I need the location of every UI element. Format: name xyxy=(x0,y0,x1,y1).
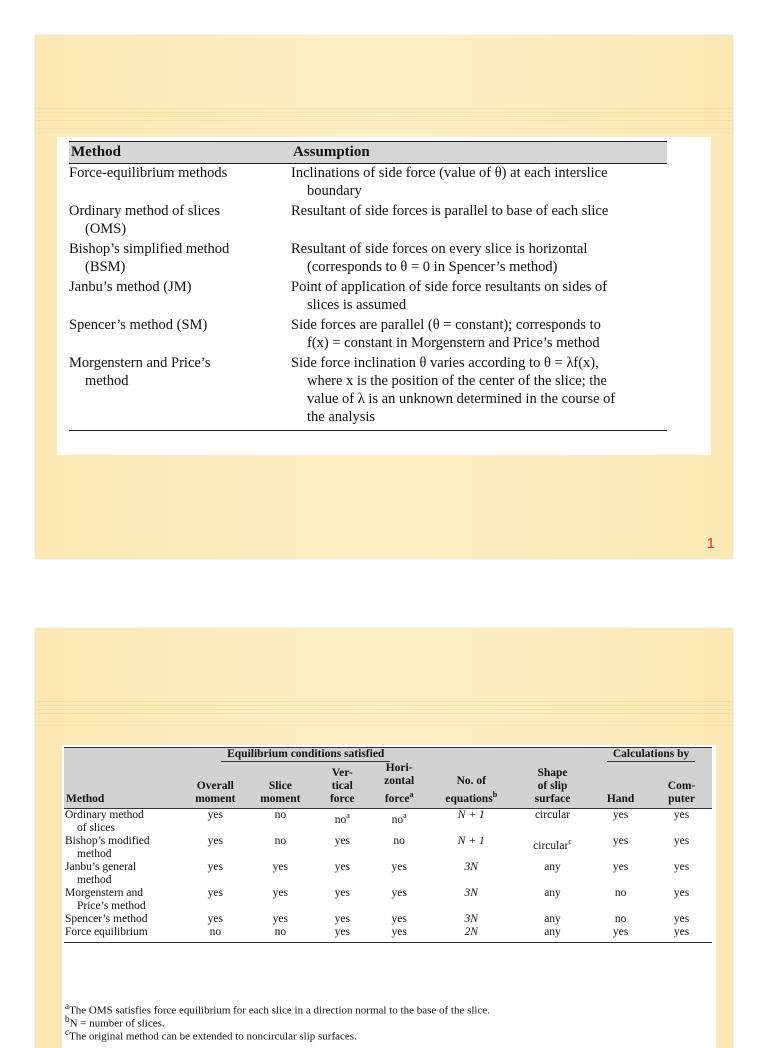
computer-cell xyxy=(651,926,712,943)
assumption-text-cont: where x is the position of the center of the slice; the xyxy=(307,373,607,389)
column-header-computer: Com- puter xyxy=(651,762,712,808)
equations-cell-value: 3N xyxy=(464,912,478,925)
slide-decoration xyxy=(35,718,733,726)
overall-moment-cell xyxy=(184,808,247,835)
table-row xyxy=(64,887,712,913)
method-name: Bishop’s modified xyxy=(65,834,150,847)
assumption-text-cont: slices is assumed xyxy=(307,297,407,313)
table-row xyxy=(69,354,667,431)
column-header-overall-moment: Overall moment xyxy=(184,762,247,808)
slice-moment-cell xyxy=(247,926,314,943)
comparison-table-panel xyxy=(62,745,716,1048)
assumption-text-cont: the analysis xyxy=(307,409,376,425)
footnote-mark: a xyxy=(65,1001,70,1011)
vertical-force-cell-value: no xyxy=(334,813,347,826)
method-cell xyxy=(64,835,184,861)
computer-cell xyxy=(651,808,712,835)
hand-cell-value: yes xyxy=(612,925,629,938)
computer-cell xyxy=(651,887,712,913)
computer-cell-value: yes xyxy=(673,808,690,821)
method-cell xyxy=(69,202,291,240)
slice-moment-cell-value: yes xyxy=(272,912,288,925)
overall-moment-cell-value: yes xyxy=(207,834,223,847)
column-header-vertical-force: Ver- tical force xyxy=(314,762,371,808)
vertical-force-cell xyxy=(314,926,371,943)
horizontal-force-cell-footnote-mark: a xyxy=(403,810,407,820)
slide-decoration xyxy=(35,105,733,121)
assumption-text-cont: boundary xyxy=(307,183,362,199)
method-name-cont: method xyxy=(77,873,112,886)
method-name: Spencer’s method xyxy=(65,912,148,925)
column-header-hand: Hand xyxy=(590,762,651,808)
method-cell xyxy=(64,887,184,913)
assumption-text: Resultant of side forces is parallel to base of each slice xyxy=(291,203,609,219)
hand-cell xyxy=(590,887,651,913)
horizontal-force-cell-value: no xyxy=(391,813,404,826)
footnote-mark: b xyxy=(65,1014,70,1024)
method-name-cont: method xyxy=(85,373,129,389)
equations-cell-value: N + 1 xyxy=(457,834,485,847)
shape-cell-footnote-mark: c xyxy=(568,836,572,846)
method-name: Janbu’s method (JM) xyxy=(69,279,192,295)
equations-cell xyxy=(428,926,515,943)
method-cell xyxy=(69,354,291,431)
hand-cell-value: no xyxy=(614,886,627,899)
slice-moment-cell xyxy=(247,887,314,913)
hand-cell xyxy=(590,861,651,887)
method-name: Force equilibrium xyxy=(65,925,148,938)
assumption-cell xyxy=(291,164,667,203)
overall-moment-cell-value: yes xyxy=(207,912,223,925)
slice-moment-cell-value: yes xyxy=(272,860,288,873)
vertical-force-cell xyxy=(314,887,371,913)
footnote-text: The OMS satisfies force equilibrium for each slice in a direction normal to the base of the slice. xyxy=(69,1004,490,1017)
footnote-text: The original method can be extended to noncircular slip surfaces. xyxy=(69,1030,357,1043)
comparison-table xyxy=(64,747,712,943)
horizontal-force-cell xyxy=(371,913,428,926)
method-cell xyxy=(69,164,291,203)
hand-cell xyxy=(590,835,651,861)
vertical-force-cell xyxy=(314,835,371,861)
vertical-force-cell-value: yes xyxy=(334,860,350,873)
vertical-force-cell-value: yes xyxy=(334,886,350,899)
computer-cell xyxy=(651,835,712,861)
overall-moment-cell-value: yes xyxy=(207,808,223,821)
computer-cell xyxy=(651,861,712,887)
computer-cell-value: yes xyxy=(673,925,690,938)
assumption-cell xyxy=(291,202,667,240)
equations-cell-value: 2N xyxy=(464,925,478,938)
column-header-assumption: Assumption xyxy=(291,142,667,164)
assumption-text-cont: f(x) = constant in Morgenstern and Price’s method xyxy=(307,335,600,351)
column-header-method: Method xyxy=(64,762,184,808)
computer-cell-value: yes xyxy=(673,860,690,873)
shape-cell-value: any xyxy=(544,886,561,899)
slide-decoration xyxy=(35,698,733,714)
computer-cell-value: yes xyxy=(673,886,690,899)
table-row xyxy=(64,926,712,943)
equations-cell xyxy=(428,913,515,926)
table-row xyxy=(69,316,667,354)
assumptions-table xyxy=(69,141,667,431)
shape-cell xyxy=(515,887,590,913)
shape-cell-value: any xyxy=(544,912,561,925)
method-name: Spencer’s method (SM) xyxy=(69,317,208,333)
slice-moment-cell xyxy=(247,913,314,926)
assumption-cell xyxy=(291,354,667,431)
shape-cell xyxy=(515,861,590,887)
slide-decoration xyxy=(35,125,733,133)
group-header-equilibrium: Equilibrium conditions satisfied xyxy=(184,748,428,763)
method-name-cont: (OMS) xyxy=(85,221,127,237)
horizontal-force-cell-value: yes xyxy=(391,925,407,938)
column-header-slice-moment: Slice moment xyxy=(247,762,314,808)
method-cell xyxy=(64,926,184,943)
horizontal-force-cell xyxy=(371,808,428,835)
shape-cell-value: any xyxy=(544,860,561,873)
overall-moment-cell xyxy=(184,861,247,887)
assumption-text-cont: value of λ is an unknown determined in the course of xyxy=(307,391,616,407)
slice-moment-cell xyxy=(247,861,314,887)
overall-moment-cell xyxy=(184,887,247,913)
method-cell xyxy=(69,316,291,354)
equations-cell-value: 3N xyxy=(464,860,478,873)
shape-cell xyxy=(515,808,590,835)
slide-1 xyxy=(35,35,733,559)
footnote-mark: c xyxy=(65,1027,70,1037)
method-name: Ordinary method of slices xyxy=(69,203,221,219)
hand-cell xyxy=(590,808,651,835)
vertical-force-cell xyxy=(314,808,371,835)
table-row xyxy=(64,835,712,861)
slice-moment-cell-value: no xyxy=(274,808,287,821)
horizontal-force-cell-value: yes xyxy=(391,912,407,925)
assumption-cell xyxy=(291,316,667,354)
hand-cell-value: yes xyxy=(612,834,629,847)
slice-moment-cell xyxy=(247,835,314,861)
assumption-cell xyxy=(291,240,667,278)
hand-cell-value: yes xyxy=(612,808,629,821)
shape-cell-value: circular xyxy=(534,808,571,821)
computer-cell-value: yes xyxy=(673,834,690,847)
method-name: Morgenstern and Price’s xyxy=(69,355,211,371)
method-name: Bishop’s simplified method xyxy=(69,241,230,257)
assumption-text: Inclinations of side force (value of θ) at each interslice xyxy=(291,165,608,181)
equations-cell xyxy=(428,808,515,835)
equations-cell-value: 3N xyxy=(464,886,478,899)
shape-cell xyxy=(515,926,590,943)
shape-cell-value: circular xyxy=(533,839,569,852)
computer-cell xyxy=(651,913,712,926)
method-cell xyxy=(64,913,184,926)
method-name: Force-equilibrium methods xyxy=(69,165,228,181)
overall-moment-cell xyxy=(184,926,247,943)
assumption-cell xyxy=(291,278,667,316)
table-row xyxy=(64,913,712,926)
overall-moment-cell-value: no xyxy=(209,925,222,938)
method-name-cont: (BSM) xyxy=(85,259,126,275)
vertical-force-cell xyxy=(314,913,371,926)
equations-cell xyxy=(428,835,515,861)
vertical-force-cell-value: yes xyxy=(334,925,350,938)
method-cell xyxy=(69,240,291,278)
table-row xyxy=(69,202,667,240)
page-number: 1 xyxy=(706,535,715,552)
horizontal-force-cell-value: yes xyxy=(391,860,407,873)
horizontal-force-cell-value: no xyxy=(393,834,405,847)
overall-moment-cell-value: yes xyxy=(207,886,223,899)
table-row xyxy=(64,808,712,835)
group-header-calculations: Calculations by xyxy=(590,748,712,763)
hand-cell-value: no xyxy=(614,912,627,925)
table-row xyxy=(69,164,667,203)
column-header-equations: No. of equations$^b$ xyxy=(428,762,515,808)
table-row xyxy=(64,861,712,887)
method-name-cont: method xyxy=(77,847,112,860)
vertical-force-cell-value: yes xyxy=(334,912,350,925)
horizontal-force-cell xyxy=(371,861,428,887)
hand-cell-value: yes xyxy=(612,860,629,873)
method-name-cont: Price’s method xyxy=(77,899,146,912)
horizontal-force-cell xyxy=(371,887,428,913)
column-header-horizontal-force: Hori- zontal force$^a$ xyxy=(371,762,428,808)
equations-cell xyxy=(428,861,515,887)
equations-cell-value: N + 1 xyxy=(457,808,485,821)
footnote-text: N = number of slices. xyxy=(69,1017,165,1030)
horizontal-force-cell-value: yes xyxy=(391,886,407,899)
method-cell xyxy=(64,808,184,835)
column-header-shape: Shape of slip surface xyxy=(515,762,590,808)
table-row xyxy=(69,240,667,278)
slice-moment-cell-value: no xyxy=(274,834,287,847)
method-cell xyxy=(69,278,291,316)
vertical-force-cell-value: yes xyxy=(334,834,350,847)
slice-moment-cell-value: no xyxy=(274,925,287,938)
slide-2 xyxy=(35,628,733,1048)
shape-cell-value: any xyxy=(544,925,561,938)
footnote xyxy=(65,1027,357,1043)
table-row xyxy=(69,278,667,316)
hand-cell xyxy=(590,926,651,943)
slice-moment-cell-value: yes xyxy=(272,886,288,899)
computer-cell-value: yes xyxy=(673,912,690,925)
vertical-force-cell xyxy=(314,861,371,887)
assumption-text: Resultant of side forces on every slice is horizontal xyxy=(291,241,588,257)
shape-cell xyxy=(515,835,590,861)
overall-moment-cell xyxy=(184,835,247,861)
assumption-text-cont: (corresponds to θ = 0 in Spencer’s method) xyxy=(307,259,558,275)
hand-cell xyxy=(590,913,651,926)
method-name: Morgenstern and xyxy=(65,886,144,899)
shape-cell xyxy=(515,913,590,926)
method-name-cont: of slices xyxy=(77,821,116,834)
horizontal-force-cell xyxy=(371,926,428,943)
method-name: Ordinary method xyxy=(65,808,144,821)
column-header-method: Method xyxy=(69,142,291,164)
vertical-force-cell-footnote-mark: a xyxy=(346,810,350,820)
horizontal-force-cell xyxy=(371,835,428,861)
assumption-text: Point of application of side force resultants on sides of xyxy=(291,279,608,295)
method-cell xyxy=(64,861,184,887)
slice-moment-cell xyxy=(247,808,314,835)
equations-cell xyxy=(428,887,515,913)
method-name: Janbu’s general xyxy=(65,860,137,873)
assumption-text: Side forces are parallel (θ = constant); corresponds to xyxy=(291,317,601,333)
assumptions-table-panel xyxy=(57,137,711,455)
assumption-text: Side force inclination θ varies according to θ = λf(x), xyxy=(291,355,599,371)
overall-moment-cell-value: yes xyxy=(207,860,223,873)
overall-moment-cell xyxy=(184,913,247,926)
